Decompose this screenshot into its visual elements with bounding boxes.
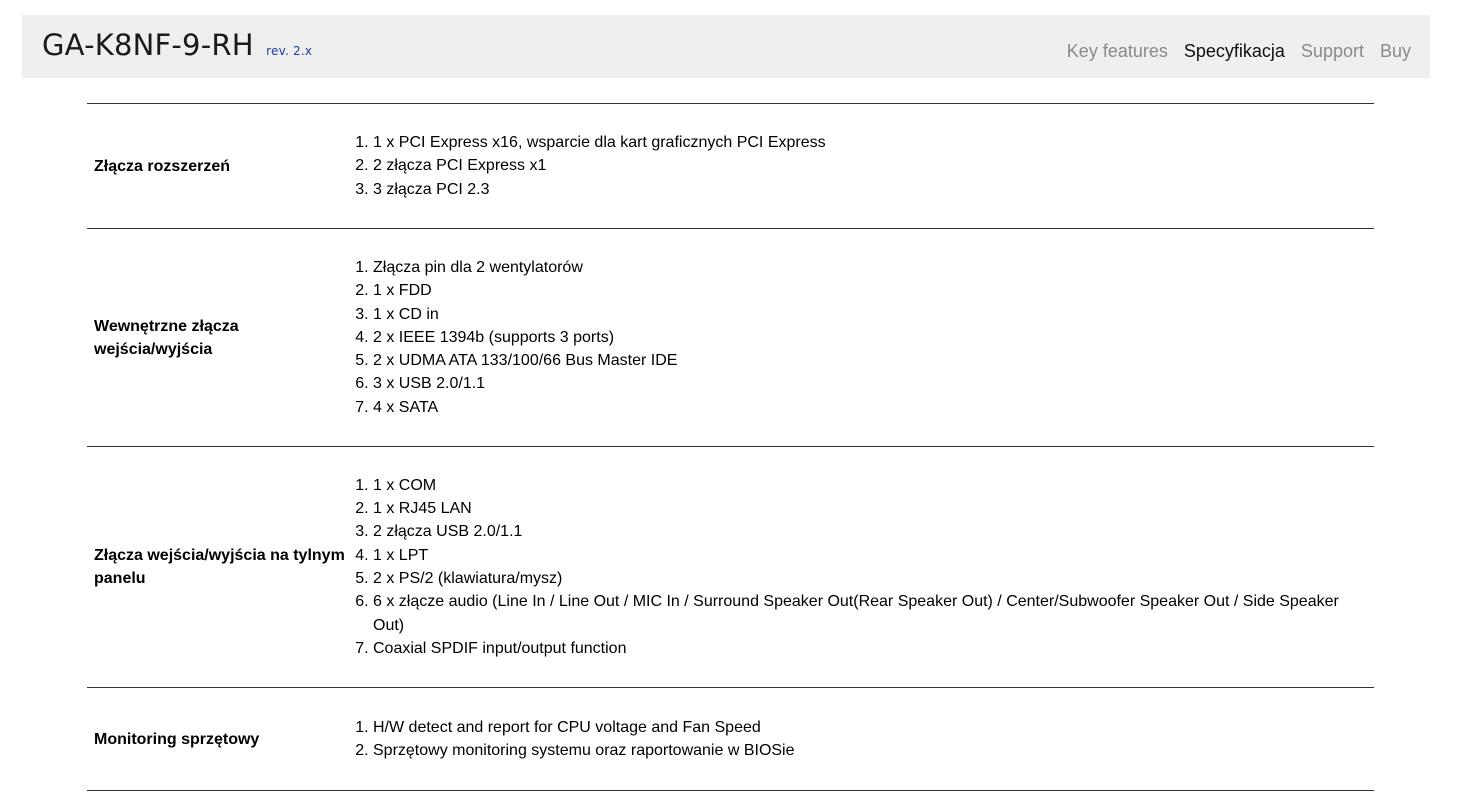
product-nav — [1067, 40, 1411, 62]
product-name: GA-K8NF-9-RH — [42, 28, 254, 62]
spec-item: 3. 2 złącza USB 2.0/1.1 — [373, 520, 1354, 543]
spec-item: 4. 1 x LPT — [373, 544, 1354, 567]
spec-item: 1. 1 x COM — [373, 474, 1354, 497]
nav-specyfikacja[interactable]: Specyfikacja — [1183, 41, 1285, 61]
spec-item: 5. 2 x UDMA ATA 133/100/66 Bus Master IDE — [373, 349, 1354, 372]
spec-item: 5. 2 x PS/2 (klawiatura/mysz) — [373, 567, 1354, 590]
spec-item: 1. 1 x PCI Express x16, wsparcie dla kart graficznych PCI Express — [373, 131, 1354, 154]
spec-row-back-panel-io — [87, 447, 1374, 688]
spec-label: Monitoring sprzętowy — [94, 730, 260, 748]
spec-item: 2. 1 x FDD — [373, 279, 1354, 302]
spec-label: Złącza rozszerzeń — [94, 157, 231, 175]
revision-link[interactable]: rev. 2.x — [266, 44, 313, 58]
spec-values — [355, 131, 1374, 201]
spec-values — [355, 474, 1374, 660]
spec-item: 7. Coaxial SPDIF input/output function — [373, 637, 1354, 660]
nav-buy[interactable]: Buy — [1379, 41, 1411, 61]
spec-item: 2. Sprzętowy monitoring systemu oraz raportowanie w BIOSie — [373, 739, 1354, 762]
spec-item: 2. 2 złącza PCI Express x1 — [373, 154, 1354, 177]
nav-support[interactable]: Support — [1300, 41, 1364, 61]
spec-item: 7. 4 x SATA — [373, 396, 1354, 419]
spec-row-hardware-monitor — [87, 688, 1374, 791]
product-title — [42, 27, 312, 69]
spec-item: 2. 1 x RJ45 LAN — [373, 497, 1354, 520]
spec-values — [355, 716, 1374, 763]
product-header — [22, 15, 1430, 78]
spec-item: 1. H/W detect and report for CPU voltage and Fan Speed — [373, 716, 1354, 739]
spec-item: 1. Złącza pin dla 2 wentylatorów — [373, 256, 1354, 279]
spec-item: 4. 2 x IEEE 1394b (supports 3 ports) — [373, 326, 1354, 349]
spec-item: 3. 3 złącza PCI 2.3 — [373, 178, 1354, 201]
spec-label: Wewnętrzne złącza wejścia/wyjścia — [94, 317, 239, 358]
spec-row-internal-io — [87, 229, 1374, 447]
spec-row-expansion-slots — [87, 104, 1374, 229]
nav-key-features[interactable]: Key features — [1066, 41, 1168, 61]
spec-item: 6. 3 x USB 2.0/1.1 — [373, 372, 1354, 395]
spec-item: 3. 1 x CD in — [373, 303, 1354, 326]
spec-label: Złącza wejścia/wyjścia na tylnym panelu — [94, 547, 345, 587]
spec-values — [355, 256, 1374, 419]
specification-table — [87, 103, 1374, 791]
spec-item: 6. 6 x złącze audio (Line In / Line Out / MIC In / Surround Speaker Out(Rear Speaker Out) / Center/Subwoofer Speaker Out / Side Speaker Out) — [373, 590, 1354, 637]
